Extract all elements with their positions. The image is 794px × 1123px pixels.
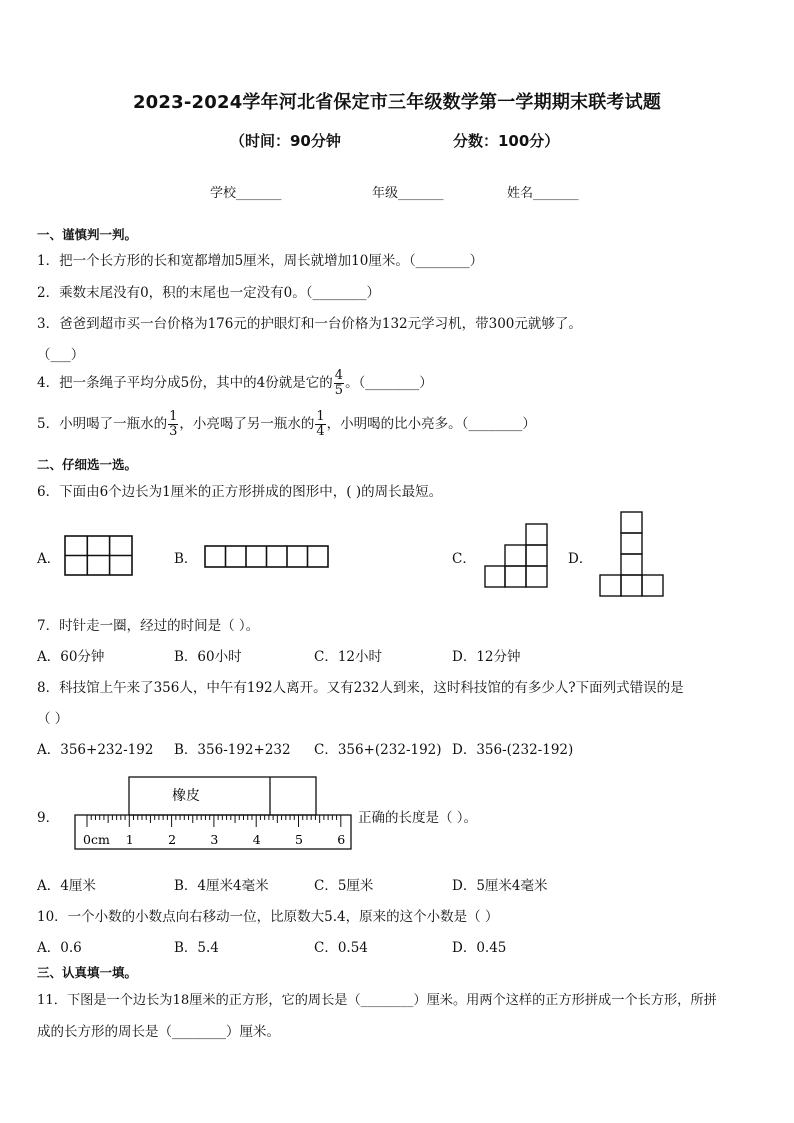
q8-option-d: D．356-(232-192) (452, 742, 574, 758)
option-a-label: A． (37, 551, 61, 567)
question-8-paren: （ ） (37, 711, 69, 727)
question-10: 10．一个小数的小数点向右移动一位，比原数大5.4，原来的这个小数是（ ） (37, 909, 499, 925)
q9-option-a: A．4厘米 (37, 878, 96, 894)
q10-option-a: A．0.6 (37, 940, 82, 956)
ruler-unit: 0cm (83, 832, 110, 847)
fraction: $\frac{4}{5}$ (334, 368, 344, 398)
question-2: 2．乘数末尾没有0，积的末尾也一定没有0。（________） (37, 285, 381, 301)
shape-d-tower (599, 511, 665, 599)
name-field: 姓名_______ (507, 186, 579, 201)
section-heading-choose: 二、仔细选一选。 (37, 457, 138, 472)
question-11-line2: 成的长方形的周长是（________）厘米。 (37, 1024, 280, 1040)
question-6: 6．下面由6个边长为1厘米的正方形拼成的图形中，( )的周长最短。 (37, 484, 443, 500)
question-11-line1: 11．下图是一个边长为18厘米的正方形，它的周长是（________）厘米。用两个这样的正方形拼成一个长方形，所拼 (37, 993, 717, 1008)
question-9-text: 正确的长度是（ ）。 (358, 810, 478, 826)
ruler-label: 2 (168, 832, 177, 847)
shape-b-1x6-strip (204, 545, 330, 569)
ruler-label: 1 (125, 832, 134, 847)
q10-option-b: B．5.4 (174, 940, 219, 956)
fraction: $\frac{1}{3}$ (169, 409, 178, 439)
option-b-label: B． (174, 551, 198, 567)
option-c-label: C． (452, 551, 476, 567)
q9-option-c: C．5厘米 (314, 878, 374, 894)
q10-option-d: D．0.45 (452, 940, 507, 956)
q9-option-d: D．5厘米4毫米 (452, 878, 548, 894)
ruler-figure (74, 776, 354, 852)
fraction: $\frac{1}{4}$ (316, 409, 325, 439)
ruler-label: 5 (295, 832, 303, 847)
section-heading-judge: 一、谨慎判一判。 (37, 227, 138, 242)
shape-c-staircase (484, 523, 550, 589)
q7-option-b: B．60小时 (174, 649, 242, 665)
page-title: 2023-2024学年河北省保定市三年级数学第一学期期末联考试题 (132, 92, 662, 113)
question-4 (37, 369, 433, 398)
exam-time: （时间：90分钟 (230, 132, 341, 150)
shape-a-2x3-grid (64, 535, 134, 577)
grade-field: 年级_______ (372, 186, 444, 201)
question-4-text: 4．把一条绳子平均分成5份，其中的4份就是它的 (37, 375, 333, 391)
eraser-label: 橡皮 (172, 788, 200, 804)
question-5: 5．小明喝了一瓶水的 $\frac{1}{3}$ ，小亮喝了另一瓶水的 $\frac{1}{4}$ ，小明喝的比小亮多。（________） (37, 409, 536, 439)
question-1: 1．把一个长方形的长和宽都增加5厘米，周长就增加10厘米。（________） (37, 253, 484, 269)
ruler-label: 6 (337, 832, 346, 847)
eraser-shape (129, 777, 316, 815)
q9-option-b: B．4厘米4毫米 (174, 878, 269, 894)
ruler-label: 3 (210, 832, 219, 847)
question-3-line1: 3．爸爸到超市买一台价格为176元的护眼灯和一台价格为132元学习机，带300元就够了。 (37, 316, 582, 332)
q8-option-b: B．356-192+232 (174, 742, 291, 758)
ruler-label: 4 (252, 832, 261, 847)
question-9-number: 9． (37, 810, 60, 826)
q10-option-c: C．0.54 (314, 940, 368, 956)
section-heading-fill: 三、认真填一填。 (37, 965, 138, 980)
q8-option-a: A．356+232-192 (37, 742, 154, 758)
school-field: 学校_______ (210, 186, 282, 201)
q7-option-a: A．60分钟 (37, 649, 105, 665)
q8-option-c: C．356+(232-192) (314, 742, 442, 758)
exam-score: 分数：100分） (453, 132, 560, 150)
q7-option-d: D．12分钟 (452, 649, 521, 665)
question-8: 8．科技馆上午来了356人，中午有192人离开。又有232人到来，这时科技馆的有多少人?下面列式错误的是 (37, 680, 684, 696)
question-7: 7．时针走一圈，经过的时间是（ ）。 (37, 618, 260, 634)
question-4-answer: 。（________） (345, 375, 433, 391)
question-3-line2: （___） (37, 347, 85, 363)
q7-option-c: C．12小时 (314, 649, 383, 665)
option-d-label: D． (568, 551, 593, 567)
